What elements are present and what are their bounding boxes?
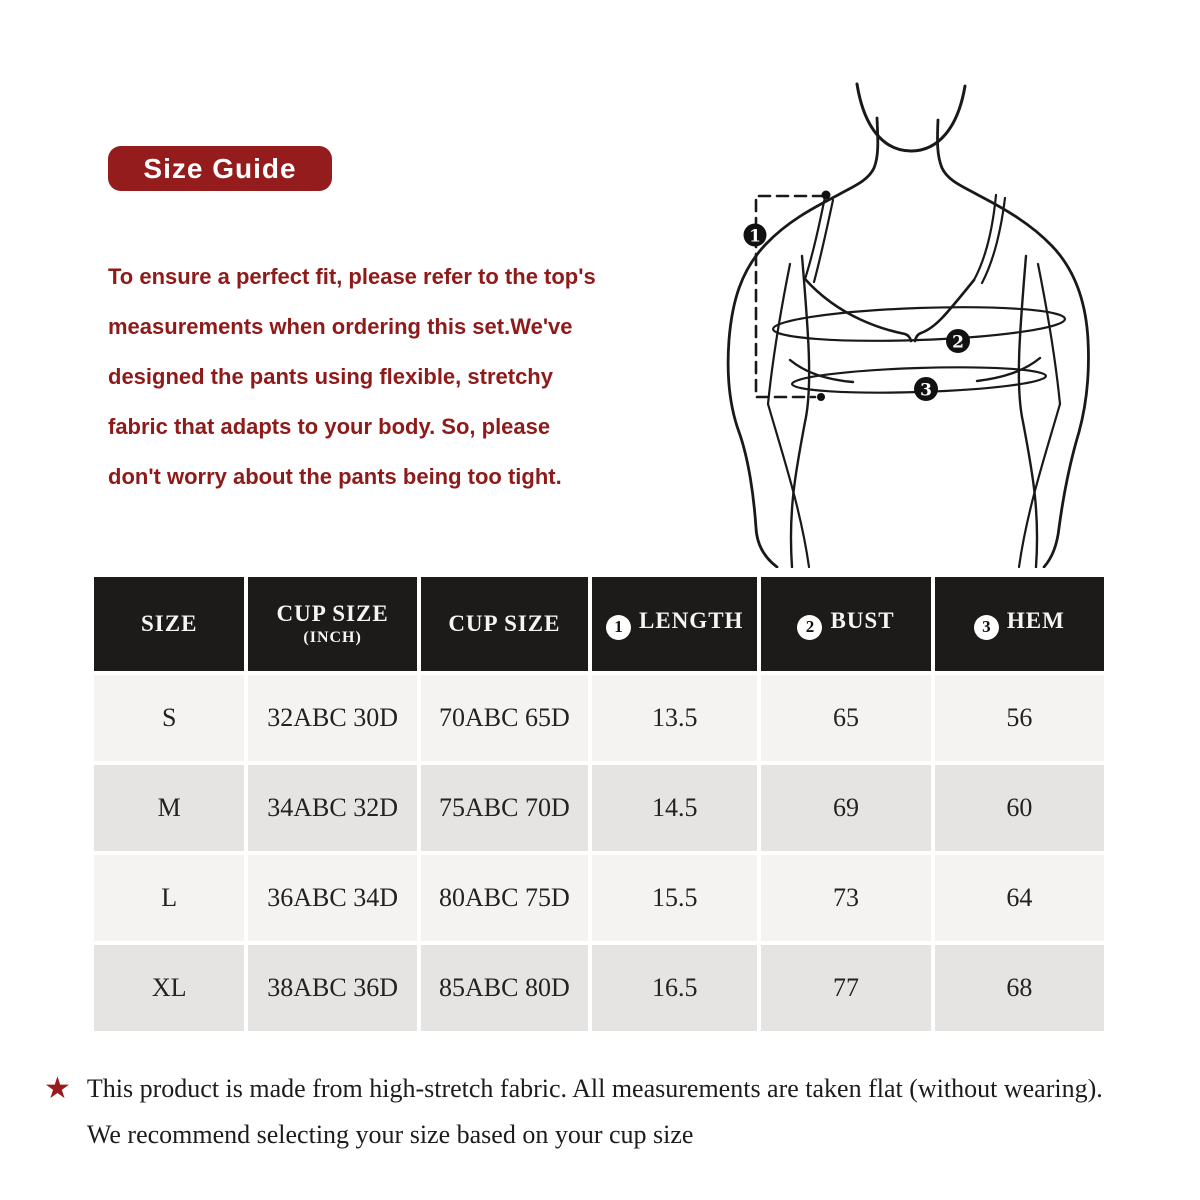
table-row [94, 945, 1104, 1031]
cell-cup-inch: 36ABC 34D [248, 855, 416, 941]
cell-size: XL [94, 945, 244, 1031]
footnote-line-1: This product is made from high-stretch fabric. All measurements are taken flat (without wearing). [86, 1074, 1103, 1103]
cell-cup-inch: 34ABC 32D [248, 765, 416, 851]
length-dashed-bracket [756, 196, 824, 397]
cell-hem: 64 [935, 855, 1104, 941]
cell-cup2: 70ABC 65D [421, 675, 588, 761]
table-header-row [94, 577, 1104, 671]
intro-paragraph [108, 252, 708, 502]
cell-size: M [94, 765, 244, 851]
table-row [94, 675, 1104, 761]
footnote [44, 1066, 1184, 1158]
table-row [94, 855, 1104, 941]
intro-line: designed the pants using flexible, stretchy [108, 364, 553, 389]
intro-line: measurements when ordering this set.We've [108, 314, 573, 339]
cell-hem: 68 [935, 945, 1104, 1031]
star-icon: ★ [44, 1072, 71, 1105]
cell-cup2: 75ABC 70D [421, 765, 588, 851]
footnote-line-2: We recommend selecting your size based on your cup size [86, 1120, 694, 1149]
intro-line: To ensure a perfect fit, please refer to the top's [108, 264, 596, 289]
size-guide-badge [108, 146, 332, 191]
size-table [90, 573, 1108, 1035]
marker-2-badge [946, 329, 970, 353]
cell-size: L [94, 855, 244, 941]
cell-cup2: 80ABC 75D [421, 855, 588, 941]
cell-bust: 69 [761, 765, 930, 851]
hem-marker-icon: 3 [974, 615, 999, 640]
cell-cup-inch: 32ABC 30D [248, 675, 416, 761]
cell-hem: 56 [935, 675, 1104, 761]
header-size: SIZE [94, 577, 244, 671]
header-cup-size-inch-sub: (INCH) [303, 629, 362, 646]
cell-cup2: 85ABC 80D [421, 945, 588, 1031]
bust-marker-icon: 2 [797, 615, 822, 640]
hem-anchor-dot [817, 393, 825, 401]
marker-1-number: 1 [749, 226, 761, 247]
shoulder-anchor-dot [822, 191, 831, 200]
cell-length: 15.5 [592, 855, 757, 941]
cell-length: 16.5 [592, 945, 757, 1031]
cell-bust: 73 [761, 855, 930, 941]
header-hem: 3 HEM [935, 577, 1104, 671]
header-cup-size: CUP SIZE [421, 577, 588, 671]
cell-cup-inch: 38ABC 36D [248, 945, 416, 1031]
marker-3-badge [914, 377, 938, 401]
cell-hem: 60 [935, 765, 1104, 851]
cell-length: 14.5 [592, 765, 757, 851]
header-length: 1 LENGTH [592, 577, 757, 671]
cell-size: S [94, 675, 244, 761]
torso-illustration [695, 78, 1175, 568]
marker-1-badge [744, 224, 767, 247]
header-cup-size-inch: CUP SIZE (INCH) [248, 577, 416, 671]
table-row [94, 765, 1104, 851]
header-bust: 2 BUST [761, 577, 930, 671]
intro-line: fabric that adapts to your body. So, please [108, 414, 551, 439]
measurement-diagram [695, 78, 1175, 568]
intro-line: don't worry about the pants being too tight. [108, 464, 562, 489]
cell-length: 13.5 [592, 675, 757, 761]
cell-bust: 65 [761, 675, 930, 761]
cell-bust: 77 [761, 945, 930, 1031]
marker-3-number: 3 [920, 380, 932, 401]
marker-2-number: 2 [952, 332, 964, 353]
size-guide-label: Size Guide [143, 152, 297, 184]
length-marker-icon: 1 [606, 615, 631, 640]
